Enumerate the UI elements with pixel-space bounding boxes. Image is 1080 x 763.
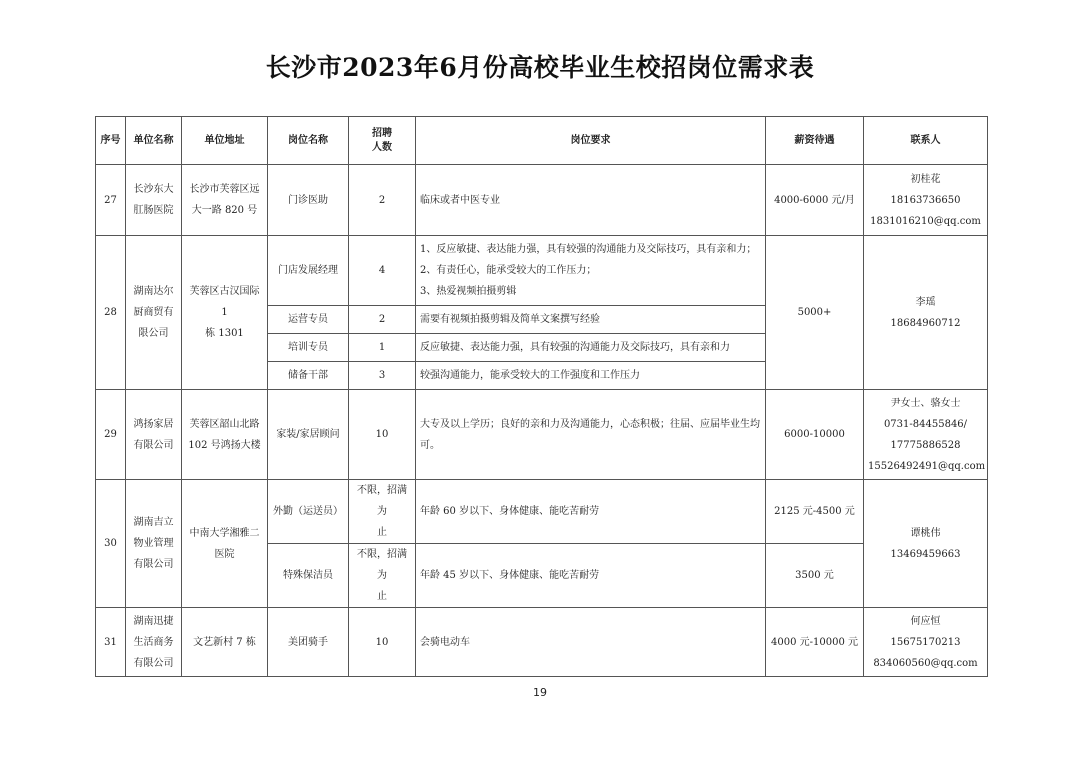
requirement-line: 大专及以上学历；良好的亲和力及沟通能力，心态积极；往届、应届毕业生均 <box>420 418 760 430</box>
position-cell: 储备干部 <box>268 362 349 390</box>
contact-line: 18163736650 <box>890 194 961 206</box>
requirement-line: 2、有责任心，能承受较大的工作压力； <box>420 265 597 276</box>
salary-cell: 4000-6000 元/月 <box>766 165 864 236</box>
contact-cell <box>864 390 988 480</box>
contact-line: 0731-84455846/ <box>883 418 968 430</box>
position-cell: 门诊医助 <box>268 165 349 236</box>
contact-line: 何应恒 <box>910 615 941 627</box>
header-row <box>96 117 988 165</box>
company-line: 有限公司 <box>133 439 174 451</box>
company-cell <box>126 390 182 480</box>
requirement-cell: 年龄 45 岁以下、身体健康、能吃苦耐劳 <box>416 544 766 608</box>
company-cell <box>126 608 182 677</box>
company-line: 鸿扬家居 <box>133 418 174 430</box>
table-row <box>96 608 988 677</box>
position-cell: 外勤（运送员） <box>268 480 349 544</box>
requirement-cell: 较强沟通能力，能承受较大的工作强度和工作压力 <box>416 362 766 390</box>
requirement-cell <box>416 236 766 306</box>
count-line: 不限，招满为 <box>357 485 407 517</box>
contact-line: 834060560@qq.com <box>873 657 978 669</box>
count-cell: 3 <box>349 362 416 390</box>
contact-cell <box>864 480 988 608</box>
count-cell: 10 <box>349 390 416 480</box>
header-requirement: 岗位要求 <box>416 117 766 165</box>
count-line: 止 <box>377 591 387 602</box>
position-cell: 特殊保洁员 <box>268 544 349 608</box>
count-cell: 4 <box>349 236 416 306</box>
address-cell <box>182 480 268 608</box>
address-line: 芙蓉区韶山北路 <box>189 418 260 430</box>
job-demand-table <box>95 116 988 677</box>
company-line: 湖南达尔 <box>133 286 174 297</box>
page-title: 长沙市2023年6月份高校毕业生校招岗位需求表 <box>265 53 815 82</box>
address-line: 栋 1301 <box>205 328 244 339</box>
table-row <box>96 236 988 306</box>
company-line: 物业管理 <box>133 538 174 549</box>
contact-line: 15675170213 <box>890 636 961 648</box>
contact-line: 17775886528 <box>890 439 961 451</box>
seq-cell: 28 <box>96 236 126 390</box>
count-line: 不限，招满为 <box>357 549 407 581</box>
position-cell: 培训专员 <box>268 334 349 362</box>
requirement-cell <box>416 390 766 480</box>
address-line: 芙蓉区古汉国际 1 <box>189 286 260 318</box>
position-cell: 门店发展经理 <box>268 236 349 306</box>
count-line: 止 <box>377 527 387 538</box>
address-line: 医院 <box>214 548 235 560</box>
header-contact: 联系人 <box>864 117 988 165</box>
address-cell <box>182 165 268 236</box>
count-cell: 2 <box>349 165 416 236</box>
position-cell: 美团骑手 <box>268 608 349 677</box>
contact-line: 15526492491@qq.com <box>868 460 986 472</box>
requirement-cell: 会骑电动车 <box>416 608 766 677</box>
requirement-cell: 年龄 60 岁以下、身体健康、能吃苦耐劳 <box>416 480 766 544</box>
contact-cell <box>864 165 988 236</box>
seq-cell: 30 <box>96 480 126 608</box>
contact-cell <box>864 236 988 390</box>
contact-line: 尹女士、骆女士 <box>890 397 961 409</box>
header-count <box>349 117 416 165</box>
company-line: 湖南迅捷 <box>133 615 174 627</box>
address-line: 大一路 820 号 <box>191 205 258 216</box>
contact-line: 18684960712 <box>890 317 961 329</box>
company-line: 厨商贸有 <box>133 307 174 318</box>
company-cell <box>126 480 182 608</box>
requirement-line: 3、热爱视频拍摄剪辑 <box>420 286 517 297</box>
count-cell: 2 <box>349 306 416 334</box>
position-cell: 运营专员 <box>268 306 349 334</box>
company-cell <box>126 165 182 236</box>
company-line: 湖南吉立 <box>133 517 174 528</box>
address-cell <box>182 236 268 390</box>
salary-cell: 5000+ <box>766 236 864 390</box>
count-cell: 10 <box>349 608 416 677</box>
contact-line: 13469459663 <box>890 548 961 560</box>
requirement-line: 可。 <box>420 439 440 451</box>
requirement-cell: 反应敏捷、表达能力强，具有较强的沟通能力及交际技巧，具有亲和力 <box>416 334 766 362</box>
requirement-cell: 临床或者中医专业 <box>416 165 766 236</box>
company-line: 长沙东大 <box>133 184 174 195</box>
position-cell: 家装/家居顾问 <box>268 390 349 480</box>
header-company: 单位名称 <box>126 117 182 165</box>
address-cell: 文艺新村 7 栋 <box>182 608 268 677</box>
header-salary: 薪资待遇 <box>766 117 864 165</box>
requirement-line: 1、反应敏捷、表达能力强，具有较强的沟通能力及交际技巧，具有亲和力； <box>420 244 757 255</box>
header-position: 岗位名称 <box>268 117 349 165</box>
address-line: 102 号鸿扬大楼 <box>188 439 261 451</box>
salary-cell: 6000-10000 <box>766 390 864 480</box>
seq-cell: 31 <box>96 608 126 677</box>
count-cell <box>349 480 416 544</box>
company-cell <box>126 236 182 390</box>
page-number: 19 <box>533 686 547 699</box>
contact-line: 李瑶 <box>915 296 936 308</box>
company-line: 生活商务 <box>133 636 174 648</box>
header-count-line: 人数 <box>372 141 392 153</box>
address-line: 中南大学湘雅二 <box>189 527 260 539</box>
salary-cell: 2125 元-4500 元 <box>766 480 864 544</box>
seq-cell: 27 <box>96 165 126 236</box>
table-row <box>96 480 988 544</box>
company-line: 有限公司 <box>133 559 174 570</box>
header-count-line: 招聘 <box>372 127 392 139</box>
company-line: 肛肠医院 <box>133 205 174 216</box>
address-cell <box>182 390 268 480</box>
seq-cell: 29 <box>96 390 126 480</box>
salary-cell: 3500 元 <box>766 544 864 608</box>
table-row <box>96 165 988 236</box>
contact-line: 1831016210@qq.com <box>870 215 981 227</box>
contact-line: 谭桃伟 <box>910 527 941 539</box>
count-cell: 1 <box>349 334 416 362</box>
salary-cell: 4000 元-10000 元 <box>766 608 864 677</box>
address-line: 长沙市芙蓉区远 <box>189 184 260 195</box>
contact-cell <box>864 608 988 677</box>
header-seq: 序号 <box>96 117 126 165</box>
contact-line: 初桂花 <box>910 173 941 185</box>
table-row <box>96 390 988 480</box>
company-line: 限公司 <box>138 328 169 339</box>
header-address: 单位地址 <box>182 117 268 165</box>
company-line: 有限公司 <box>133 657 174 669</box>
count-cell <box>349 544 416 608</box>
requirement-cell: 需要有视频拍摄剪辑及简单文案撰写经验 <box>416 306 766 334</box>
